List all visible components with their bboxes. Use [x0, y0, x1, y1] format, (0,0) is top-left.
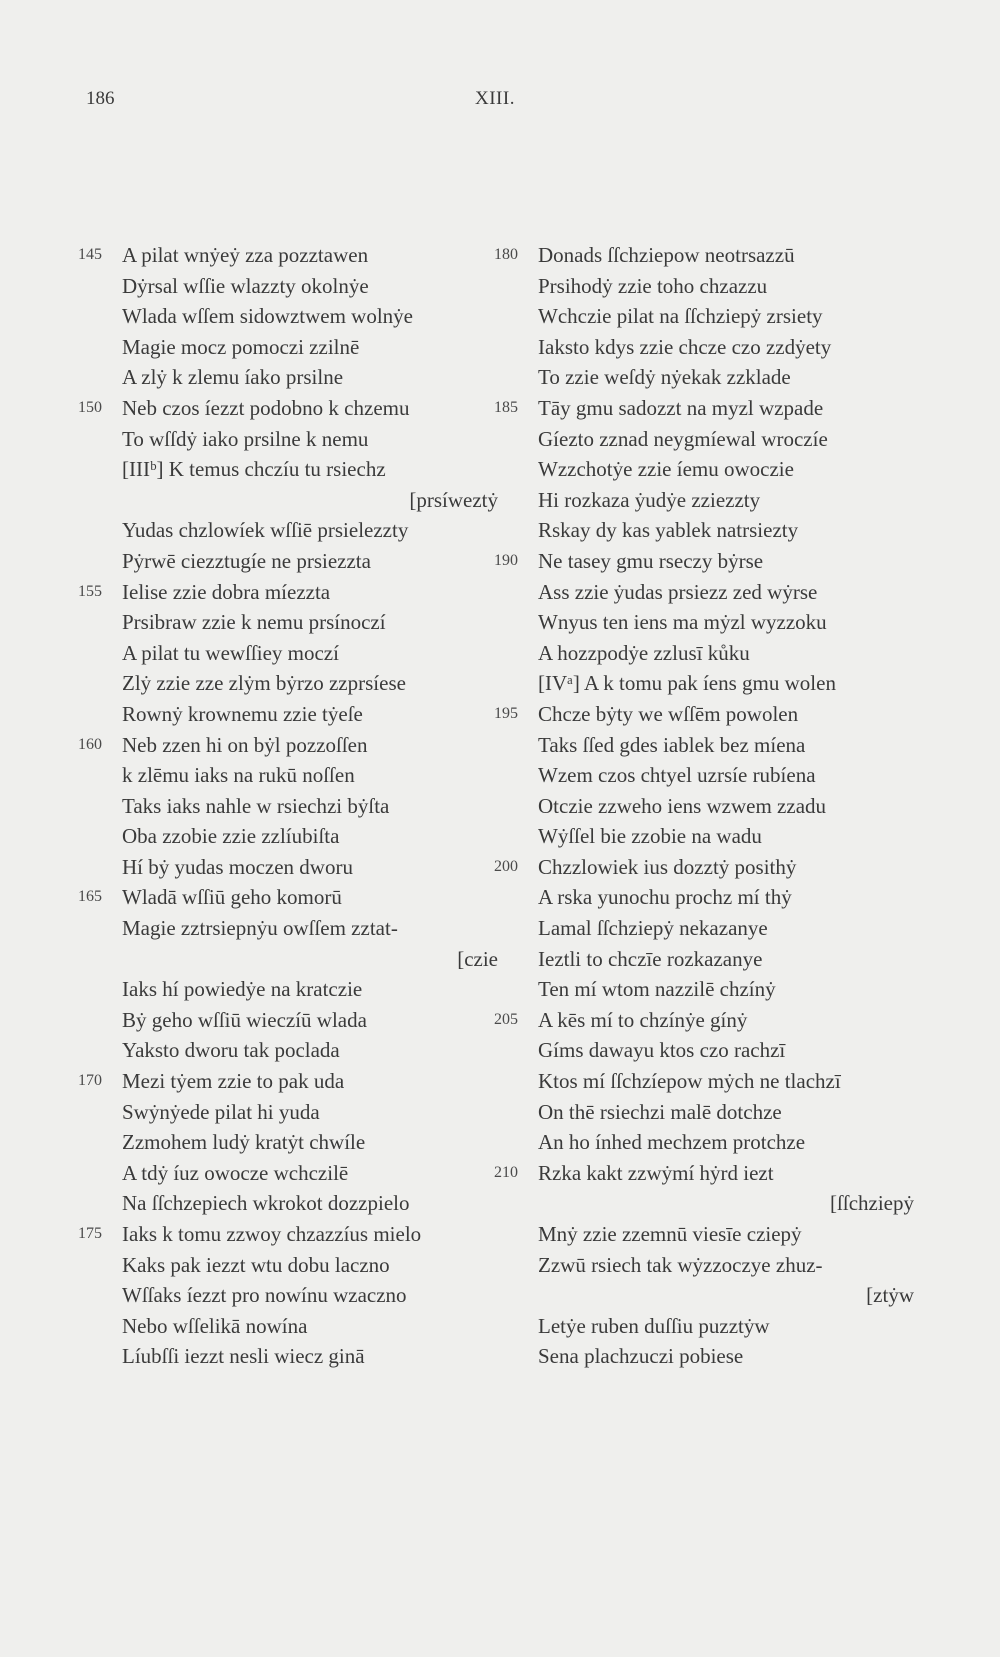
verse-line	[494, 638, 914, 669]
line-number: 145	[78, 246, 102, 263]
verse-text: Prsihodẏ zzie toho chzazzu	[538, 273, 768, 298]
verse-text: Hi rozkaza ẏudẏe zziezzty	[538, 487, 761, 512]
verse-line	[78, 240, 498, 271]
verse-line	[494, 393, 914, 424]
verse-text: Prsibraw zzie k nemu prsínoczí	[122, 610, 386, 635]
verse-text: Taks iaks nahle w rsiechzi bẏſta	[122, 793, 390, 818]
right-verse-column	[494, 240, 914, 1372]
verse-text: Ass zzie ẏudas prsiezz zed wẏrse	[538, 579, 818, 604]
verse-continuation: [ztẏw	[866, 1283, 914, 1308]
verse-text: Ten mí wtom nazzilē chzínẏ	[538, 977, 776, 1002]
verse-text: Pẏrwē ciezztugíe ne prsiezzta	[122, 548, 371, 573]
verse-line	[494, 1005, 914, 1036]
verse-text: Sena plachzuczi pobiese	[538, 1344, 744, 1369]
verse-text: Nebo wſſelikā nowína	[122, 1313, 308, 1338]
verse-text: Yudas chzlowíek wſſiē prsielezzty	[122, 518, 409, 543]
verse-line	[494, 362, 914, 393]
verse-text: Iaksto kdys zzie chcze czo zzdẏety	[538, 334, 832, 359]
verse-text: Neb zzen hi on bẏl pozzoſſen	[122, 732, 368, 757]
verse-line	[78, 271, 498, 302]
verse-line	[494, 301, 914, 332]
line-number: 155	[78, 582, 102, 600]
verse-text: Mezi tẏem zzie to pak uda	[122, 1069, 345, 1094]
verse-line	[78, 1035, 498, 1066]
verse-line	[494, 332, 914, 363]
verse-line	[78, 1250, 498, 1281]
verse-text: Wzem czos chtyel uzrsíe rubíena	[538, 763, 816, 788]
verse-text: Chzzlowiek ius dozztẏ posithẏ	[538, 854, 797, 879]
verse-text: Neb czos íezzt podobno k chzemu	[122, 395, 410, 420]
line-number: 170	[78, 1072, 102, 1090]
verse-text: Wſſaks íezzt pro nowínu wzaczno	[122, 1283, 407, 1308]
verse-text: Ielise zzie dobra míezzta	[122, 579, 331, 604]
verse-text: Bẏ geho wſſiū wieczíū wlada	[122, 1007, 367, 1032]
verse-line	[494, 607, 914, 638]
verse-line	[78, 1127, 498, 1158]
verse-text: Rownẏ krownemu zzie tẏeſe	[122, 701, 363, 726]
verse-line	[78, 730, 498, 761]
verse-text: [IIIᵇ] K temus chczíu tu rsiechz	[122, 457, 386, 482]
chapter-heading: XIII.	[475, 88, 515, 109]
verse-line	[78, 515, 498, 546]
verse-line	[494, 271, 914, 302]
verse-line	[494, 546, 914, 577]
verse-line	[494, 1188, 914, 1219]
verse-text: Wchczie pilat na ſſchziepẏ zrsiety	[538, 304, 823, 329]
verse-continuation: [ſſchziepẏ	[830, 1191, 914, 1216]
verse-line	[78, 699, 498, 730]
verse-line	[78, 791, 498, 822]
verse-text: Oba zzobie zzie zzlíubiſta	[122, 824, 340, 849]
verse-line	[494, 882, 914, 913]
verse-text: Ktos mí ſſchzíepow mẏch ne tlachzī	[538, 1069, 841, 1094]
verse-line	[78, 1311, 498, 1342]
verse-line	[78, 668, 498, 699]
verse-line	[494, 1035, 914, 1066]
verse-text: A hozzpodẏe zzlusī kůku	[538, 640, 750, 665]
verse-line	[494, 1127, 914, 1158]
verse-text: A rska yunochu prochz mí thẏ	[538, 885, 792, 910]
verse-line	[494, 730, 914, 761]
verse-text: Iaks k tomu zzwoy chzazzíus mielo	[122, 1222, 422, 1246]
verse-text: k zlēmu iaks na rukū noſſen	[122, 763, 355, 788]
verse-text: Chcze bẏty we wſſēm powolen	[538, 701, 799, 726]
verse-line	[494, 668, 914, 699]
verse-text: A pilat tu wewſſiey moczí	[122, 640, 339, 665]
verse-text: Swẏnẏede pilat hi yuda	[122, 1099, 320, 1124]
verse-line	[494, 515, 914, 546]
verse-text: Zzmohem ludẏ kratẏt chwíle	[122, 1130, 366, 1155]
verse-text: [IVᵃ] A k tomu pak íens gmu wolen	[538, 671, 836, 696]
line-number: 205	[494, 1010, 518, 1028]
verse-text: Otczie zzweho iens wzwem zzadu	[538, 793, 827, 818]
verse-line	[78, 882, 498, 913]
verse-text: Ieztli to chczīe rozkazanye	[538, 946, 763, 971]
verse-line	[494, 577, 914, 608]
verse-text: Magie zztrsiepnẏu owſſem zztat-	[122, 916, 398, 941]
verse-line	[494, 791, 914, 822]
verse-line	[494, 1097, 914, 1128]
verse-line	[78, 821, 498, 852]
verse-text: Wladā wſſiū geho komorū	[122, 885, 342, 910]
verse-line	[494, 1341, 914, 1372]
line-number: 210	[494, 1163, 518, 1181]
verse-text: Dẏrsal wſſie wlazzty okolnẏe	[122, 273, 369, 298]
verse-text: Tāy gmu sadozzt na myzl wzpade	[538, 395, 824, 420]
line-number: 165	[78, 888, 102, 906]
verse-line	[78, 1066, 498, 1097]
verse-text: Zzwū rsiech tak wẏzzoczye zhuz-	[538, 1252, 823, 1277]
verse-text: A kēs mí to chzínẏe gínẏ	[538, 1007, 748, 1032]
verse-line	[78, 1158, 498, 1189]
verse-line	[494, 974, 914, 1005]
verse-text: Iaks hí powiedẏe na kratczie	[122, 977, 363, 1002]
verse-line	[494, 485, 914, 516]
verse-line	[494, 1280, 914, 1311]
verse-text: Wzzchotẏe zzie íemu owoczie	[538, 457, 794, 482]
verse-line	[78, 1219, 498, 1250]
verse-line	[78, 638, 498, 669]
verse-line	[494, 240, 914, 271]
verse-line	[78, 974, 498, 1005]
verse-text: Rskay dy kas yablek natrsiezty	[538, 518, 799, 543]
verse-line	[78, 1005, 498, 1036]
verse-line	[78, 1097, 498, 1128]
verse-text: Donads ſſchziepow neotrsazzū	[538, 243, 795, 267]
verse-line	[494, 821, 914, 852]
verse-line	[78, 424, 498, 455]
verse-text: Gíms dawayu ktos czo rachzī	[538, 1038, 786, 1063]
line-number: 180	[494, 246, 518, 263]
verse-text: Letẏe ruben duſſiu puzztẏw	[538, 1313, 770, 1338]
line-number: 195	[494, 704, 518, 722]
verse-text: A pilat wnẏeẏ zza pozztawen	[122, 243, 369, 267]
verse-text: Mnẏ zzie zzemnū viesīe cziepẏ	[538, 1222, 802, 1246]
verse-line	[78, 546, 498, 577]
verse-text: Yaksto dworu tak poclada	[122, 1038, 340, 1063]
verse-text: A tdẏ íuz owocze wchczilē	[122, 1160, 349, 1185]
verse-line	[494, 1219, 914, 1250]
verse-line	[494, 944, 914, 975]
verse-line	[494, 1158, 914, 1189]
verse-continuation: [prsíweztẏ	[409, 487, 498, 512]
line-number: 150	[78, 398, 102, 416]
verse-text: To wſſdẏ iako prsilne k nemu	[122, 426, 369, 451]
verse-line	[494, 760, 914, 791]
verse-line	[78, 913, 498, 944]
verse-text: A zlẏ k zlemu íako prsilne	[122, 365, 344, 390]
verse-line	[78, 301, 498, 332]
verse-line	[78, 1188, 498, 1219]
verse-text: Wlada wſſem sidowztwem wolnẏe	[122, 304, 414, 329]
verse-text: Magie mocz pomoczi zzilnē	[122, 334, 360, 359]
verse-line	[494, 1311, 914, 1342]
verse-text: Zlẏ zzie zze zlẏm bẏrzo zzprsíese	[122, 671, 406, 696]
verse-text: Hí bẏ yudas moczen dworu	[122, 854, 353, 879]
verse-text: Wẏſſel bie zzobie na wadu	[538, 824, 762, 849]
verse-text: Rzka kakt zzwẏmí hẏrd iezt	[538, 1160, 774, 1185]
verse-line	[78, 1341, 498, 1372]
verse-text: Gíezto zznad neygmíewal wroczíe	[538, 426, 828, 451]
verse-line	[494, 1066, 914, 1097]
verse-line	[78, 944, 498, 975]
verse-line	[494, 913, 914, 944]
verse-text: Ne tasey gmu rseczy bẏrse	[538, 548, 764, 573]
verse-line	[78, 332, 498, 363]
left-verse-column	[78, 240, 498, 1372]
verse-text: An ho ínhed mechzem protchze	[538, 1130, 806, 1155]
verse-line	[78, 454, 498, 485]
line-number: 160	[78, 735, 102, 753]
line-number: 185	[494, 398, 518, 416]
verse-text: Kaks pak iezzt wtu dobu laczno	[122, 1252, 390, 1277]
verse-line	[494, 852, 914, 883]
verse-line	[78, 393, 498, 424]
verse-line	[78, 760, 498, 791]
page-number: 186	[86, 88, 115, 109]
verse-line	[78, 1280, 498, 1311]
verse-line	[494, 454, 914, 485]
verse-text: Taks ſſed gdes iablek bez míena	[538, 732, 806, 757]
line-number: 190	[494, 551, 518, 569]
verse-line	[494, 424, 914, 455]
verse-line	[494, 699, 914, 730]
verse-line	[78, 362, 498, 393]
verse-text: To zzie weſdẏ nẏekak zzklade	[538, 365, 791, 390]
verse-text: Wnyus ten iens ma mẏzl wyzzoku	[538, 610, 827, 635]
verse-line	[78, 852, 498, 883]
verse-text: Líubſſi iezzt nesli wiecz ginā	[122, 1344, 365, 1369]
line-number: 200	[494, 857, 518, 875]
verse-line	[78, 485, 498, 516]
verse-line	[78, 577, 498, 608]
line-number: 175	[78, 1225, 102, 1242]
verse-continuation: [czie	[457, 946, 498, 971]
verse-text: On thē rsiechzi malē dotchze	[538, 1099, 782, 1124]
verse-text: Na ſſchzepiech wkrokot dozzpielo	[122, 1191, 410, 1216]
verse-line	[494, 1250, 914, 1281]
verse-text: Lamal ſſchziepẏ nekazanye	[538, 916, 768, 941]
verse-line	[78, 607, 498, 638]
